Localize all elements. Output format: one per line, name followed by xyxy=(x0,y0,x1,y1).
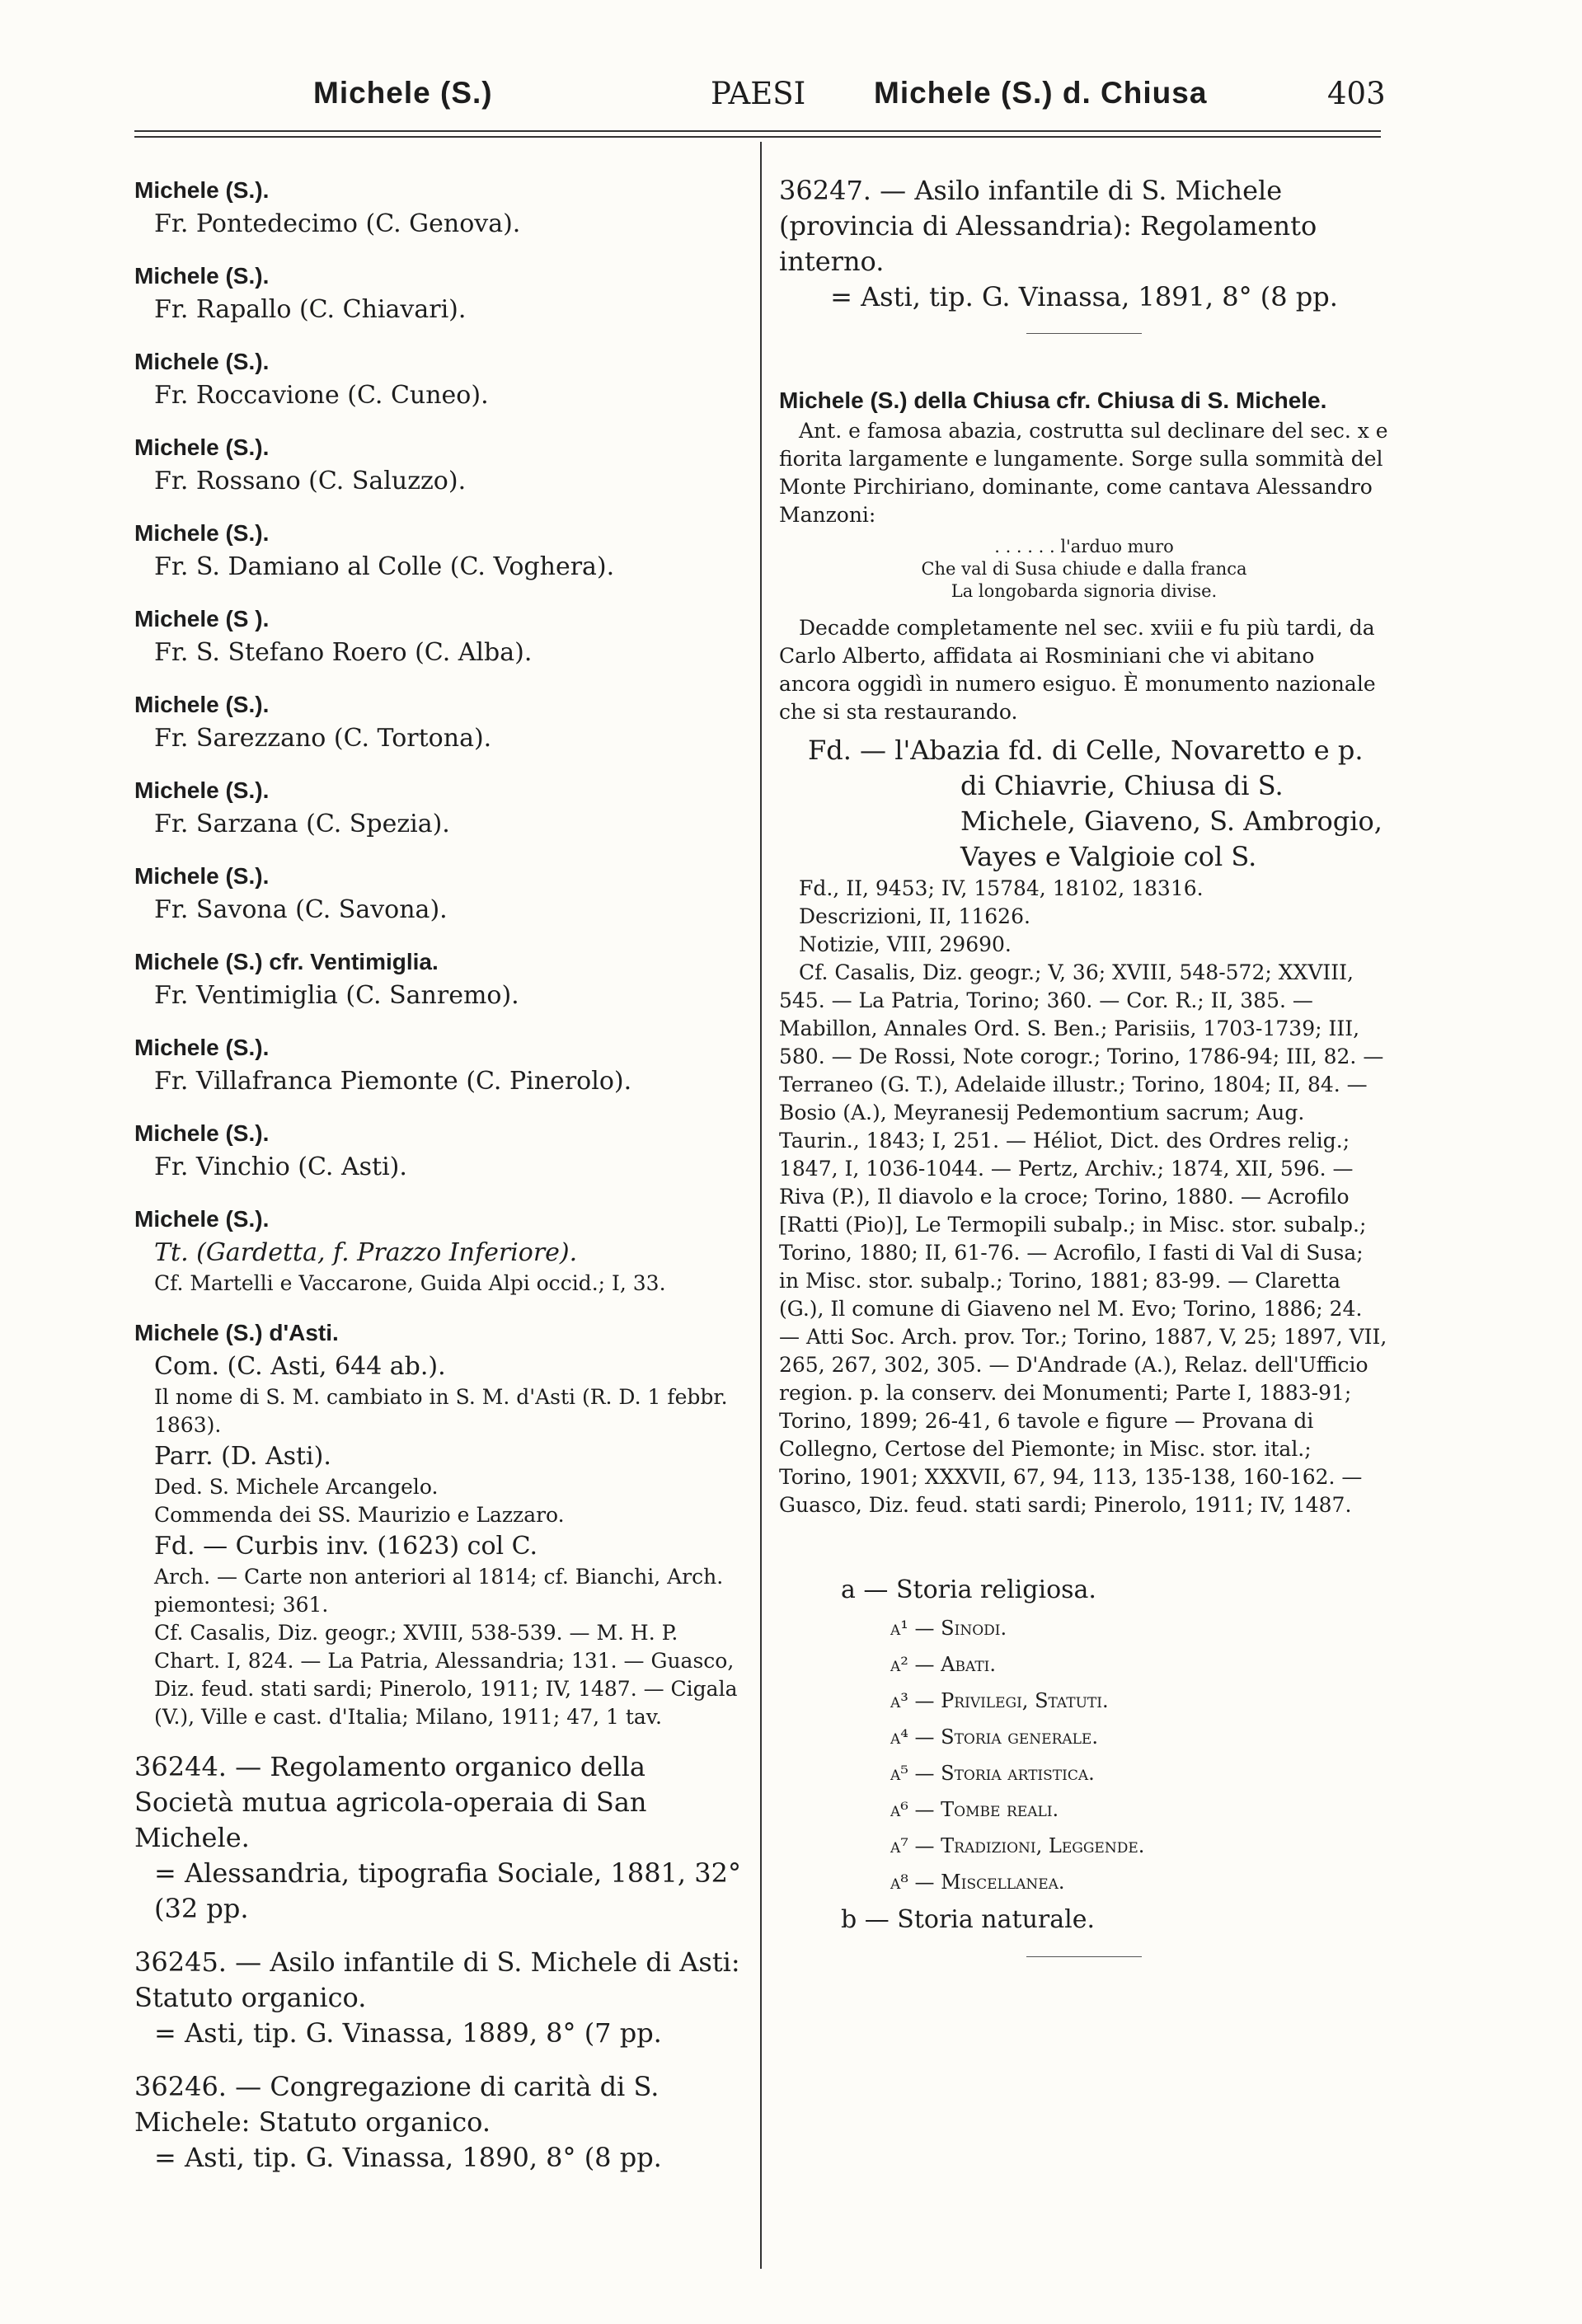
entry-line: Fr. S. Damiano al Colle (C. Voghera). xyxy=(154,552,615,581)
bib-imprint: = Alessandria, tipografia Sociale, 1881, 32° (32 pp. xyxy=(154,1857,741,1924)
header-rule-top xyxy=(134,130,1381,132)
bib-imprint: = Asti, tip. G. Vinassa, 1891, 8° (8 pp. xyxy=(830,281,1338,312)
bib-entry-36245 xyxy=(134,1945,748,2051)
bib-title: 36244. — Regolamento organico della Società mutua agricola-operaia di San Michele. xyxy=(134,1751,647,1853)
bib-imprint: = Asti, tip. G. Vinassa, 1890, 8° (8 pp. xyxy=(154,2142,662,2173)
comune-line: Com. (C. Asti, 644 ab.). xyxy=(154,1352,446,1381)
bib-entry-36246 xyxy=(134,2069,748,2176)
entry xyxy=(134,1116,748,1184)
bib-imprint: = Asti, tip. G. Vinassa, 1889, 8° (7 pp. xyxy=(154,2017,662,2049)
header-left: Michele (S.) xyxy=(313,76,493,110)
separator xyxy=(1026,333,1142,334)
subsection: a¹ — Sinodi. xyxy=(890,1617,1007,1640)
entry-head: Michele (S.). xyxy=(134,434,270,460)
entry-line: Fr. Sarezzano (C. Tortona). xyxy=(154,724,492,753)
entry-head: Michele (S.). xyxy=(134,863,270,889)
entry xyxy=(134,859,748,927)
entry-head: Michele (S.). xyxy=(134,520,270,546)
descrizioni-refs: Descrizioni, II, 11626. xyxy=(799,904,1030,928)
subsection: a² — Abati. xyxy=(890,1653,997,1676)
entry-gardetta xyxy=(134,1202,748,1298)
running-header xyxy=(313,76,1401,117)
feudo-line: Fd. — Curbis inv. (1623) col C. xyxy=(154,1532,538,1561)
entry-line: Fr. Rossano (C. Saluzzo). xyxy=(154,467,467,495)
left-column xyxy=(134,173,748,2194)
name-change-note: Il nome di S. M. cambiato in S. M. d'Asti (R. D. 1 febbr. 1863). xyxy=(154,1385,728,1437)
description: Ant. e famosa abazia, costrutta sul declinare del sec. x e fiorita largamente e lungamente. Sorge sulla sommità del Monte Pirchiriano, dominante, come cantava Alessandro Manzoni: xyxy=(779,419,1388,527)
entry-head: Michele (S.). xyxy=(134,349,270,374)
parrocchia-line: Parr. (D. Asti). xyxy=(154,1442,331,1471)
entry xyxy=(134,773,748,841)
bib-title: 36245. — Asilo infantile di S. Michele di Asti: Statuto organico. xyxy=(134,1946,740,2013)
entry-head: Michele (S.) d'Asti. xyxy=(134,1320,339,1345)
page-number: 403 xyxy=(1327,76,1386,111)
notizie-refs: Notizie, VIII, 29690. xyxy=(799,932,1012,956)
section-a: a — Storia religiosa. xyxy=(841,1575,1096,1604)
entry-head: Michele (S.). xyxy=(134,1120,270,1146)
entry-line: Tt. (Gardetta, f. Prazzo Inferiore). xyxy=(154,1238,578,1267)
header-rule-bottom xyxy=(134,136,1381,138)
entry xyxy=(134,345,748,412)
section-index xyxy=(841,1570,1389,1940)
subsection: a⁷ — Tradizioni, Leggende. xyxy=(890,1834,1145,1857)
feudo-refs: Fd., II, 9453; IV, 15784, 18102, 18316. xyxy=(799,876,1204,900)
subsection: a⁸ — Miscellanea. xyxy=(890,1871,1065,1894)
entry xyxy=(134,173,748,241)
verse-line: La longobarda signoria divise. xyxy=(951,581,1218,601)
entry-line: Fr. Rapallo (C. Chiavari). xyxy=(154,295,467,324)
entry-line: Fr. Savona (C. Savona). xyxy=(154,895,448,924)
entry-line: Fr. S. Stefano Roero (C. Alba). xyxy=(154,638,533,667)
entry xyxy=(134,259,748,326)
subsection: a³ — Privilegi, Statuti. xyxy=(890,1689,1109,1712)
entry-line: Fr. Pontedecimo (C. Genova). xyxy=(154,209,521,238)
entry-line: Fr. Sarzana (C. Spezia). xyxy=(154,810,450,838)
bib-title: 36246. — Congregazione di carità di S. Michele: Statuto organico. xyxy=(134,2071,660,2138)
verse-quote xyxy=(779,536,1389,603)
subsection: a⁵ — Storia artistica. xyxy=(890,1762,1095,1785)
entry-asti xyxy=(134,1316,748,1731)
entry xyxy=(134,602,748,669)
column-divider xyxy=(760,142,762,2269)
entry xyxy=(134,1031,748,1098)
commenda-line: Commenda dei SS. Maurizio e Lazzaro. xyxy=(154,1503,565,1527)
verse-line: Che val di Susa chiude e dalla franca xyxy=(921,559,1247,579)
header-section: PAESI xyxy=(711,76,806,111)
entry-head: Michele (S.). xyxy=(134,263,270,289)
verse-line: . . . . . . l'arduo muro xyxy=(994,537,1174,556)
entry-chiusa xyxy=(779,383,1389,1519)
entry xyxy=(134,688,748,755)
entry-line: Fr. Ventimiglia (C. Sanremo). xyxy=(154,981,519,1010)
subsection: a⁴ — Storia generale. xyxy=(890,1725,1098,1749)
entry-head: Michele (S.). xyxy=(134,1206,270,1232)
entry-line: Fr. Vinchio (C. Asti). xyxy=(154,1153,407,1181)
citation: Cf. Martelli e Vaccarone, Guida Alpi occid.; I, 33. xyxy=(154,1271,666,1295)
citation: Cf. Casalis, Diz. geogr.; XVIII, 538-539. — M. H. P. Chart. I, 824. — La Patria, Alessandria; 131. — Guasco, Diz. feud. stati sardi; Pinerolo, 1911; IV, 1487. — Cigala (V.), Ville e cast. d'Italia; Milano, 1911; 47, 1 tav. xyxy=(154,1621,738,1729)
bib-entry-36244 xyxy=(134,1749,748,1927)
citation: Cf. Casalis, Diz. geogr.; V, 36; XVIII, 548-572; XXVIII, 545. — La Patria, Torino; 360. — Cor. R.; II, 385. — Mabillon, Annales Ord. S. Ben.; Parisiis, 1703-1739; III, 580. — De Rossi, Note corogr.; Torino, 1786-94; III, 82. — Terraneo (G. T.), Adelaide illustr.; Torino, 1804; II, 84. — Bosio (A.), Meyranesij Pedemontium sacrum; Aug. Taurin., 1843; I, 251. — Héliot, Dict. des Ordres relig.; 1847, I, 1036-1044. — Pertz, Archiv.; 1874, XII, 596. — Riva (P.), Il diavolo e la croce; Torino, 1880. — Acrofilo [Ratti (Pio)], Le Termopili subalp.; in Misc. stor. subalp.; Torino, 1880; II, 61-76. — Acrofilo, I fasti di Val di Susa; in Misc. stor. subalp.; Torino, 1881; 83-99. — Claretta (G.), Il comune di Giaveno nel M. Evo; Torino, 1886; 24. — Atti Soc. Arch. prov. Tor.; Torino, 1887, V, 25; 1897, VII, 265, 267, 302, 305. — D'Andrade (A.), Relaz. dell'Ufficio region. p. la conserv. dei Monumenti; Parte I, 1883-91; Torino, 1899; 26-41, 6 tavole e figure — Provana di Collegno, Certose del Piemonte; in Misc. stor. ital.; Torino, 1901; XXXVII, 67, 94, 113, 135-138, 160-162. — Guasco, Diz. feud. stati sardi; Pinerolo, 1911; IV, 1487. xyxy=(779,960,1387,1517)
archive-note: Arch. — Carte non anteriori al 1814; cf. Bianchi, Arch. piemontesi; 361. xyxy=(154,1565,724,1617)
entry xyxy=(134,516,748,584)
right-column xyxy=(779,173,1389,2007)
entry-head: Michele (S.). xyxy=(134,1035,270,1060)
entry-line: Fr. Roccavione (C. Cuneo). xyxy=(154,381,489,410)
entry-head: Michele (S ). xyxy=(134,606,270,631)
description: Decadde completamente nel sec. xviii e fu più tardi, da Carlo Alberto, affidata ai Rosminiani che vi abitano ancora oggidì in numero esiguo. È monumento nazionale che si sta restaurando. xyxy=(779,616,1376,724)
entry-head: Michele (S.). xyxy=(134,177,270,203)
entry-head: Michele (S.) della Chiusa cfr. Chiusa di S. Michele. xyxy=(779,387,1327,413)
separator xyxy=(1026,1956,1142,1957)
section-b: b — Storia naturale. xyxy=(841,1905,1095,1934)
entry-head: Michele (S.). xyxy=(134,692,270,717)
entry-head: Michele (S.). xyxy=(134,777,270,803)
bib-entry-36247 xyxy=(779,173,1389,315)
entry xyxy=(134,430,748,498)
entry-head: Michele (S.) cfr. Ventimiglia. xyxy=(134,949,439,974)
header-right: Michele (S.) d. Chiusa xyxy=(874,76,1208,110)
subsection: a⁶ — Tombe reali. xyxy=(890,1798,1059,1821)
bib-title: 36247. — Asilo infantile di S. Michele (provincia di Alessandria): Regolamento interno. xyxy=(779,175,1317,277)
entry xyxy=(134,945,748,1012)
entry-line: Fr. Villafranca Piemonte (C. Pinerolo). xyxy=(154,1067,632,1096)
dedication-line: Ded. S. Michele Arcangelo. xyxy=(154,1475,439,1499)
feudo-line: Fd. — l'Abazia fd. di Celle, Novaretto e p. di Chiavrie, Chiusa di S. Michele, Giaveno, S. Ambrogio, Vayes e Valgioie col S. xyxy=(808,735,1382,872)
